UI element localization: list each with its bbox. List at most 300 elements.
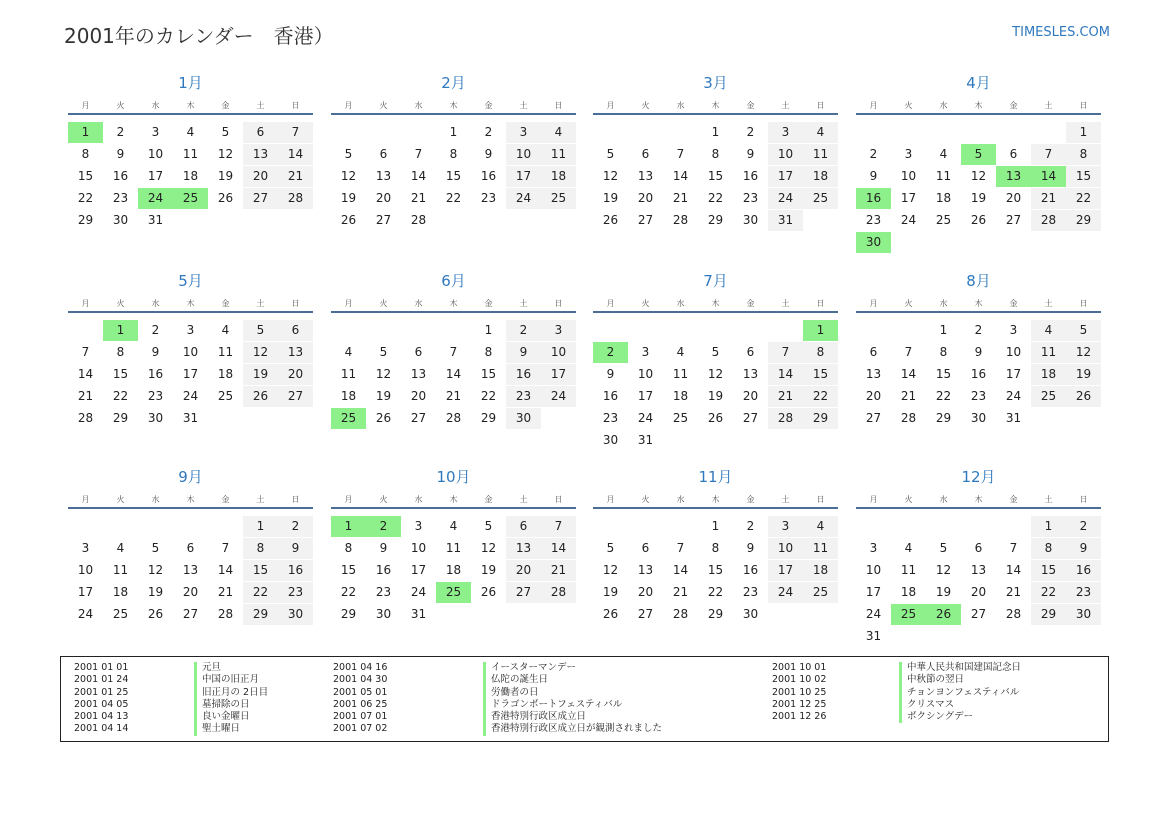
weekday-label: 水 [414, 299, 423, 308]
weekday-label: 金 [746, 299, 755, 308]
day-cell: 16 [375, 563, 392, 577]
day-cell: 26 [480, 585, 497, 599]
brand-link[interactable]: TIMESLES.COM [1012, 25, 1110, 40]
day-cell: 13 [637, 169, 654, 183]
month-header-rule [593, 311, 838, 313]
weekday-label: 木 [974, 495, 983, 504]
weekday-label: 木 [449, 299, 458, 308]
day-cell: 7 [278, 122, 313, 143]
day-cell: 26 [375, 411, 392, 425]
day-cell: 19 [375, 389, 392, 403]
day-cell: 31 [182, 411, 199, 425]
holiday-day-cell: 14 [1031, 166, 1066, 187]
day-cell: 9 [116, 147, 125, 161]
day-cell: 15 [707, 169, 724, 183]
day-cell: 20 [1005, 191, 1022, 205]
day-cell: 24 [865, 607, 882, 621]
weekday-label: 火 [641, 101, 650, 110]
weekday-label: 月 [606, 495, 615, 504]
day-cell: 25 [541, 188, 576, 209]
weekday-label: 火 [904, 299, 913, 308]
holiday-name: ドラゴンボートフェスティバル [483, 699, 662, 711]
month-header-rule [593, 507, 838, 509]
day-cell: 10 [147, 147, 164, 161]
day-cell: 24 [900, 213, 917, 227]
weekday-label: 木 [449, 101, 458, 110]
holiday-day-cell: 25 [173, 188, 208, 209]
holiday-date: 2001 04 16 [333, 662, 388, 673]
day-cell: 6 [186, 541, 195, 555]
day-cell: 23 [278, 582, 313, 603]
day-cell: 22 [77, 191, 94, 205]
day-cell: 8 [803, 342, 838, 363]
day-cell: 15 [1031, 560, 1066, 581]
day-cell: 15 [935, 367, 952, 381]
day-cell: 8 [484, 345, 493, 359]
holiday-date-column [772, 662, 826, 723]
day-cell: 15 [112, 367, 129, 381]
day-cell: 30 [742, 213, 759, 227]
day-cell: 13 [506, 538, 541, 559]
holiday-name: 中国の旧正月 [194, 674, 268, 686]
day-cell: 9 [1066, 538, 1101, 559]
day-cell: 17 [541, 364, 576, 385]
day-cell: 8 [449, 147, 458, 161]
day-cell: 24 [637, 411, 654, 425]
day-cell: 16 [970, 367, 987, 381]
day-cell: 3 [768, 516, 803, 537]
day-cell: 14 [445, 367, 462, 381]
day-cell: 23 [970, 389, 987, 403]
day-cell: 13 [243, 144, 278, 165]
holiday-name: クリスマス [899, 699, 1021, 711]
day-cell: 9 [746, 541, 755, 555]
day-cell: 1 [243, 516, 278, 537]
day-cell: 6 [506, 516, 541, 537]
weekday-label: 金 [221, 495, 230, 504]
weekday-label: 日 [554, 101, 563, 110]
holiday-date: 2001 07 01 [333, 711, 388, 723]
month-name: 6月 [441, 272, 466, 290]
weekday-label: 火 [379, 495, 388, 504]
day-cell: 15 [707, 563, 724, 577]
day-cell: 22 [445, 191, 462, 205]
day-cell: 9 [606, 367, 615, 381]
day-cell: 3 [869, 541, 878, 555]
day-cell: 19 [935, 585, 952, 599]
holiday-date-column [333, 662, 387, 736]
month-header-rule [331, 507, 576, 509]
day-cell: 1 [1031, 516, 1066, 537]
holiday-name: ボクシングデー [899, 711, 1021, 723]
day-cell: 23 [865, 213, 882, 227]
holiday-date: 2001 04 13 [74, 711, 129, 723]
day-cell: 19 [707, 389, 724, 403]
weekday-label: 金 [1009, 495, 1018, 504]
day-cell: 30 [278, 604, 313, 625]
day-cell: 25 [803, 582, 838, 603]
month-name: 11月 [698, 468, 733, 486]
day-cell: 8 [116, 345, 125, 359]
day-cell: 11 [541, 144, 576, 165]
day-cell: 7 [81, 345, 90, 359]
day-cell: 5 [711, 345, 720, 359]
weekday-label: 金 [1009, 299, 1018, 308]
weekday-label: 土 [256, 101, 265, 110]
day-cell: 6 [974, 541, 983, 555]
day-cell: 21 [445, 389, 462, 403]
weekday-label: 金 [221, 299, 230, 308]
weekday-label: 日 [1079, 299, 1088, 308]
day-cell: 13 [970, 563, 987, 577]
holiday-name: 労働者の日 [483, 687, 662, 699]
day-cell: 29 [1066, 210, 1101, 231]
day-cell: 2 [151, 323, 160, 337]
day-cell: 28 [410, 213, 427, 227]
day-cell: 28 [217, 607, 234, 621]
holiday-date: 2001 01 24 [74, 674, 129, 686]
day-cell: 18 [445, 563, 462, 577]
weekday-label: 月 [869, 495, 878, 504]
day-cell: 5 [151, 541, 160, 555]
day-cell: 22 [480, 389, 497, 403]
day-cell: 18 [340, 389, 357, 403]
day-cell: 10 [1005, 345, 1022, 359]
weekday-label: 土 [519, 495, 528, 504]
day-cell: 10 [77, 563, 94, 577]
day-cell: 9 [278, 538, 313, 559]
day-cell: 21 [672, 191, 689, 205]
day-cell: 27 [637, 607, 654, 621]
month-name: 2月 [441, 74, 466, 92]
day-cell: 26 [243, 386, 278, 407]
day-cell: 31 [147, 213, 164, 227]
day-cell: 23 [506, 386, 541, 407]
day-cell: 22 [112, 389, 129, 403]
weekday-label: 金 [484, 299, 493, 308]
month-name: 4月 [966, 74, 991, 92]
month-name: 1月 [178, 74, 203, 92]
day-cell: 1 [1066, 122, 1101, 143]
day-cell: 29 [803, 408, 838, 429]
day-cell: 25 [935, 213, 952, 227]
day-cell: 6 [746, 345, 755, 359]
holiday-day-cell: 26 [926, 604, 961, 625]
day-cell: 26 [1066, 386, 1101, 407]
day-cell: 3 [541, 320, 576, 341]
day-cell: 23 [742, 585, 759, 599]
day-cell: 1 [449, 125, 458, 139]
day-cell: 21 [541, 560, 576, 581]
day-cell: 18 [217, 367, 234, 381]
day-cell: 12 [375, 367, 392, 381]
holiday-name-column [194, 662, 268, 736]
day-cell: 26 [970, 213, 987, 227]
day-cell: 6 [641, 147, 650, 161]
weekday-label: 木 [974, 299, 983, 308]
holiday-day-cell: 25 [331, 408, 366, 429]
day-cell: 17 [900, 191, 917, 205]
weekday-label: 火 [904, 101, 913, 110]
day-cell: 28 [672, 213, 689, 227]
day-cell: 1 [939, 323, 948, 337]
weekday-label: 日 [554, 495, 563, 504]
day-cell: 7 [904, 345, 913, 359]
month-header-rule [68, 507, 313, 509]
day-cell: 8 [1066, 144, 1101, 165]
day-cell: 8 [711, 147, 720, 161]
day-cell: 28 [77, 411, 94, 425]
day-cell: 2 [869, 147, 878, 161]
holiday-day-cell: 25 [436, 582, 471, 603]
holiday-name: 香港特別行政区成立日 [483, 711, 662, 723]
day-cell: 11 [340, 367, 357, 381]
day-cell: 12 [1066, 342, 1101, 363]
day-cell: 22 [243, 582, 278, 603]
day-cell: 7 [221, 541, 230, 555]
day-cell: 10 [506, 144, 541, 165]
day-cell: 30 [1066, 604, 1101, 625]
day-cell: 11 [803, 538, 838, 559]
day-cell: 11 [935, 169, 952, 183]
month-header-rule [68, 311, 313, 313]
day-cell: 9 [746, 147, 755, 161]
weekday-label: 火 [641, 495, 650, 504]
day-cell: 12 [217, 147, 234, 161]
day-cell: 26 [340, 213, 357, 227]
day-cell: 23 [480, 191, 497, 205]
page-title: 2001年のカレンダー 香港） [64, 24, 334, 48]
day-cell: 10 [768, 144, 803, 165]
weekday-label: 木 [186, 495, 195, 504]
day-cell: 5 [1066, 320, 1101, 341]
holiday-day-cell: 1 [103, 320, 138, 341]
day-cell: 15 [480, 367, 497, 381]
day-cell: 19 [970, 191, 987, 205]
day-cell: 11 [1031, 342, 1066, 363]
day-cell: 3 [151, 125, 160, 139]
holiday-date: 2001 04 30 [333, 674, 388, 686]
day-cell: 17 [865, 585, 882, 599]
day-cell: 10 [182, 345, 199, 359]
weekday-label: 木 [974, 101, 983, 110]
day-cell: 20 [278, 364, 313, 385]
day-cell: 31 [637, 433, 654, 447]
day-cell: 14 [900, 367, 917, 381]
day-cell: 12 [935, 563, 952, 577]
day-cell: 9 [379, 541, 388, 555]
day-cell: 13 [742, 367, 759, 381]
holiday-name: チョンヨンフェスティバル [899, 687, 1021, 699]
day-cell: 23 [742, 191, 759, 205]
day-cell: 16 [506, 364, 541, 385]
day-cell: 27 [637, 213, 654, 227]
day-cell: 29 [707, 213, 724, 227]
day-cell: 16 [1066, 560, 1101, 581]
holiday-day-cell: 5 [961, 144, 996, 165]
weekday-label: 火 [116, 101, 125, 110]
day-cell: 4 [221, 323, 230, 337]
day-cell: 21 [217, 585, 234, 599]
day-cell: 31 [865, 629, 882, 643]
day-cell: 13 [637, 563, 654, 577]
holiday-date: 2001 01 01 [74, 662, 129, 673]
day-cell: 2 [116, 125, 125, 139]
weekday-label: 土 [1044, 299, 1053, 308]
day-cell: 10 [865, 563, 882, 577]
day-cell: 23 [375, 585, 392, 599]
day-cell: 29 [340, 607, 357, 621]
day-cell: 11 [672, 367, 689, 381]
weekday-label: 月 [869, 299, 878, 308]
day-cell: 10 [410, 541, 427, 555]
weekday-label: 日 [816, 299, 825, 308]
day-cell: 15 [340, 563, 357, 577]
day-cell: 9 [869, 169, 878, 183]
day-cell: 28 [1005, 607, 1022, 621]
day-cell: 17 [637, 389, 654, 403]
day-cell: 2 [746, 125, 755, 139]
weekday-label: 水 [939, 299, 948, 308]
weekday-label: 火 [641, 299, 650, 308]
weekday-label: 月 [344, 495, 353, 504]
day-cell: 19 [217, 169, 234, 183]
day-cell: 3 [414, 519, 423, 533]
weekday-label: 水 [939, 495, 948, 504]
day-cell: 18 [672, 389, 689, 403]
weekday-label: 月 [81, 101, 90, 110]
holiday-day-cell: 2 [366, 516, 401, 537]
day-cell: 16 [278, 560, 313, 581]
day-cell: 26 [602, 213, 619, 227]
day-cell: 6 [379, 147, 388, 161]
weekday-label: 水 [676, 299, 685, 308]
day-cell: 15 [803, 364, 838, 385]
weekday-label: 月 [869, 101, 878, 110]
weekday-label: 日 [291, 495, 300, 504]
day-cell: 14 [768, 364, 803, 385]
weekday-label: 水 [151, 495, 160, 504]
weekday-label: 金 [746, 495, 755, 504]
day-cell: 9 [151, 345, 160, 359]
day-cell: 20 [637, 585, 654, 599]
day-cell: 16 [602, 389, 619, 403]
weekday-label: 日 [291, 101, 300, 110]
day-cell: 8 [344, 541, 353, 555]
day-cell: 7 [1009, 541, 1018, 555]
weekday-label: 土 [256, 299, 265, 308]
day-cell: 13 [182, 563, 199, 577]
holiday-name-column [899, 662, 1021, 723]
holiday-date: 2001 07 02 [333, 723, 388, 735]
day-cell: 21 [278, 166, 313, 187]
day-cell: 18 [541, 166, 576, 187]
day-cell: 26 [147, 607, 164, 621]
weekday-label: 木 [186, 101, 195, 110]
month-name: 10月 [436, 468, 471, 486]
day-cell: 20 [375, 191, 392, 205]
day-cell: 20 [865, 389, 882, 403]
day-cell: 9 [506, 342, 541, 363]
weekday-label: 金 [484, 495, 493, 504]
day-cell: 13 [278, 342, 313, 363]
weekday-label: 木 [711, 101, 720, 110]
day-cell: 27 [506, 582, 541, 603]
day-cell: 6 [1009, 147, 1018, 161]
holiday-date: 2001 12 25 [772, 698, 827, 710]
weekday-label: 水 [676, 101, 685, 110]
day-cell: 31 [768, 210, 803, 231]
day-cell: 20 [182, 585, 199, 599]
day-cell: 7 [1031, 144, 1066, 165]
day-cell: 27 [742, 411, 759, 425]
day-cell: 30 [742, 607, 759, 621]
day-cell: 10 [541, 342, 576, 363]
weekday-label: 水 [151, 101, 160, 110]
weekday-label: 日 [816, 495, 825, 504]
holiday-date: 2001 10 01 [772, 662, 827, 673]
weekday-label: 火 [116, 495, 125, 504]
weekday-label: 金 [221, 101, 230, 110]
day-cell: 27 [182, 607, 199, 621]
day-cell: 4 [803, 516, 838, 537]
day-cell: 12 [243, 342, 278, 363]
day-cell: 3 [506, 122, 541, 143]
weekday-label: 月 [81, 495, 90, 504]
day-cell: 27 [375, 213, 392, 227]
day-cell: 29 [707, 607, 724, 621]
weekday-label: 土 [1044, 495, 1053, 504]
day-cell: 28 [278, 188, 313, 209]
day-cell: 2 [278, 516, 313, 537]
day-cell: 19 [243, 364, 278, 385]
day-cell: 14 [1005, 563, 1022, 577]
day-cell: 22 [803, 386, 838, 407]
day-cell: 12 [602, 169, 619, 183]
day-cell: 7 [676, 147, 685, 161]
day-cell: 12 [147, 563, 164, 577]
day-cell: 8 [1031, 538, 1066, 559]
day-cell: 14 [541, 538, 576, 559]
day-cell: 20 [970, 585, 987, 599]
month-name: 5月 [178, 272, 203, 290]
day-cell: 15 [445, 169, 462, 183]
day-cell: 16 [112, 169, 129, 183]
day-cell: 27 [865, 411, 882, 425]
day-cell: 19 [1066, 364, 1101, 385]
day-cell: 16 [147, 367, 164, 381]
holiday-name: 中華人民共和国建国記念日 [899, 662, 1021, 674]
day-cell: 13 [865, 367, 882, 381]
holiday-day-cell: 1 [803, 320, 838, 341]
weekday-label: 日 [554, 299, 563, 308]
month-name: 8月 [966, 272, 991, 290]
month-name: 12月 [961, 468, 996, 486]
day-cell: 11 [112, 563, 129, 577]
holiday-name: イースターマンデー [483, 662, 662, 674]
day-cell: 29 [1031, 604, 1066, 625]
weekday-label: 火 [904, 495, 913, 504]
weekday-label: 土 [519, 101, 528, 110]
month-header-rule [593, 113, 838, 115]
day-cell: 21 [410, 191, 427, 205]
month-name: 9月 [178, 468, 203, 486]
holiday-date-column [74, 662, 128, 736]
holiday-name: 香港特別行政区成立日が観測されました [483, 723, 662, 735]
day-cell: 26 [602, 607, 619, 621]
holiday-name: 旧正月の 2日目 [194, 687, 268, 699]
day-cell: 17 [1005, 367, 1022, 381]
